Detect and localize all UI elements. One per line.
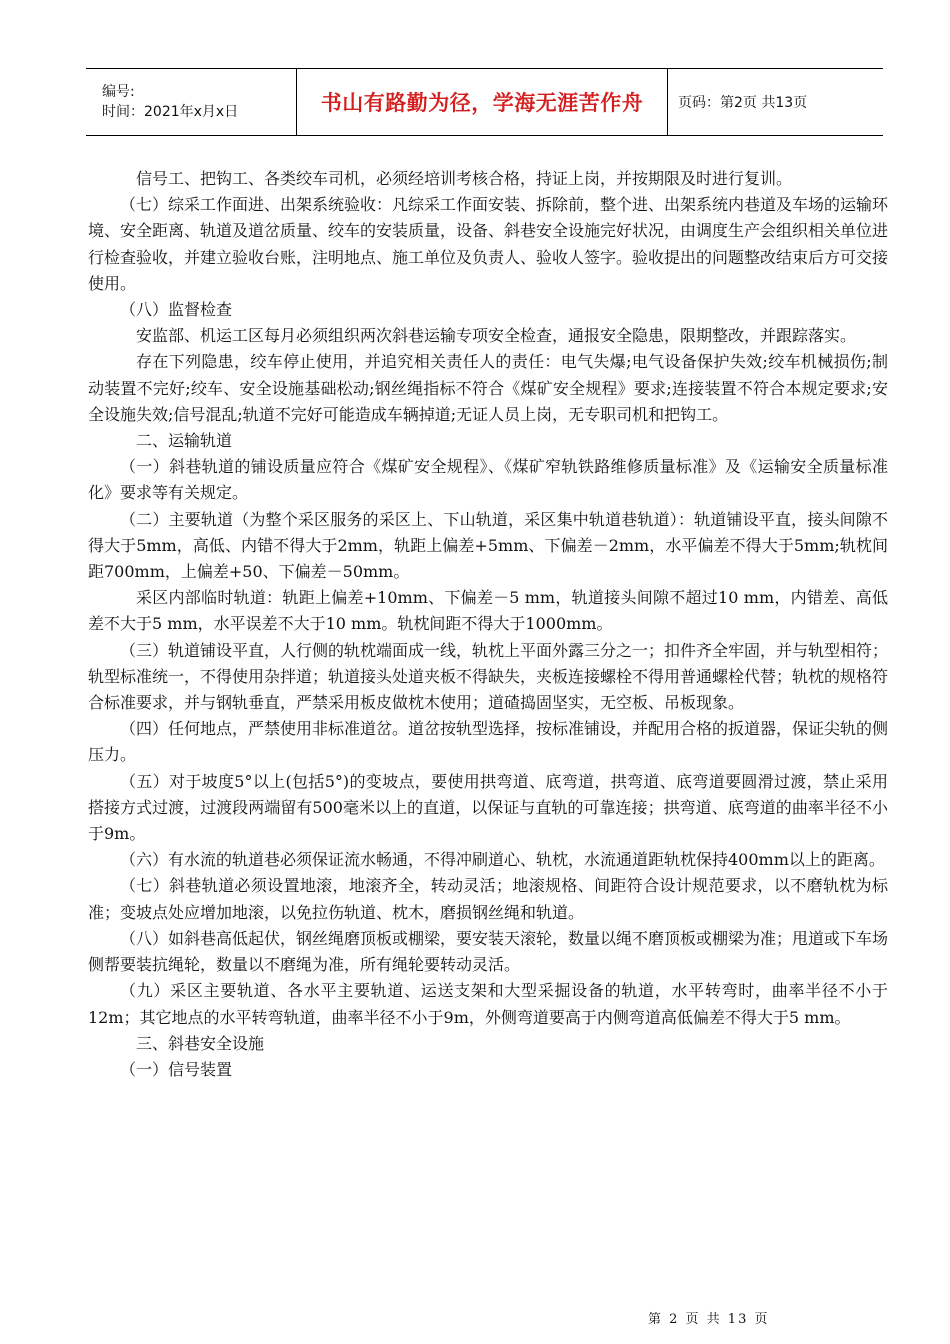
paragraph: 安监部、机运工区每月必须组织两次斜巷运输专项安全检查，通报安全隐患，限期整改，并跟踪落实。 [136, 326, 857, 346]
section-heading: 二、运输轨道 [136, 431, 233, 451]
paragraph: 信号工、把钩工、各类绞车司机，必须经培训考核合格，持证上岗，并按期限及时进行复训。 [136, 169, 793, 188]
number-label: 编号: [102, 84, 135, 100]
page-footer: 第 2 页 共 13 页 [648, 1312, 770, 1327]
paragraph: （九）采区主要轨道、各水平主要轨道、运送支架和大型采掘设备的轨道，水平转弯时，曲率半径不小于12m；其它地点的水平转弯轨道，曲率半径不小于9m，外侧弯道要高于内侧弯道高低偏差不得大于5 mm。 [88, 981, 888, 1027]
paragraph: （八）如斜巷高低起伏，钢丝绳磨顶板或棚梁，要安装天滚轮，数量以绳不磨顶板或棚梁为准；甩道或下车场侧帮要装抗绳轮，数量以不磨绳为准，所有绳轮要转动灵活。 [88, 928, 889, 975]
paragraph: （三）轨道铺设平直，人行侧的轨枕端面成一线，轨枕上平面外露三分之一；扣件齐全牢固，并与轨型相符；轨型标准统一，不得使用杂拌道；轨道接头处道夹板不得缺失，夹板连接螺栓不得用普通螺栓代替；轨枕的规格符合标准要求，并与钢轨垂直，严禁采用板皮做枕木使用；道碴捣固坚实，无空板、吊板现象。 [88, 640, 889, 713]
section-heading: （八）监督检查 [120, 300, 233, 320]
header-meta [86, 69, 296, 135]
header-page-cell [668, 69, 883, 135]
paragraph: （四）任何地点，严禁使用非标准道岔。道岔按轨型选择，按标准铺设，并配用合格的扳道器，保证尖轨的侧压力。 [88, 719, 889, 765]
paragraph: 采区内部临时轨道：轨距上偏差+10mm、下偏差－5 mm，轨道接头间隙不超过10 mm，内错差、高低差不大于5 mm，水平误差不大于10 mm。轨枕间距不得大于1000mm。 [88, 588, 888, 634]
page-label: 页码：第2页 共13页 [678, 95, 808, 111]
document-body [88, 166, 888, 1083]
paragraph: 存在下列隐患，绞车停止使用，并追究相关责任人的责任：电气失爆;电气设备保护失效;绞车机械损伤;制动装置不完好;绞车、安全设施基础松动;钢丝绳指标不符合《煤矿安全规程》要求;连接装置不符合本规定要求;安全设施失效;信号混乱;轨道不完好可能造成车辆掉道;无证人员上岗，无专职司机和把钩工。 [88, 352, 888, 424]
section-heading: （一）信号装置 [120, 1059, 233, 1079]
paragraph: （七）综采工作面进、出架系统验收：凡综采工作面安装、拆除前，整个进、出架系统内巷道及车场的运输环境、安全距离、轨道及道岔质量、绞车的安装质量，设备、斜巷安全设施完好状况，由调度生产会组织相关单位进行检查验收，并建立验收台账，注明地点、施工单位及负责人、验收人签字。验收提出的问题整改结束后方可交接使用。 [88, 195, 889, 293]
time-label: 时间：2021年x月x日 [102, 104, 239, 120]
header-motto-cell [296, 69, 668, 135]
paragraph: （六）有水流的轨道巷必须保证流水畅通，不得冲刷道心、轨枕，水流通道距轨枕保持400mm以上的距离。 [120, 850, 885, 870]
paragraph: （二）主要轨道（为整个采区服务的采区上、下山轨道，采区集中轨道巷轨道）：轨道铺设平直，接头间隙不得大于5mm，高低、内错不得大于2mm，轨距上偏差+5mm、下偏差－2mm，水平偏差不得大于5mm;轨枕间距700mm，上偏差+50、下偏差－50mm。 [88, 509, 888, 582]
paragraph: （一）斜巷轨道的铺设质量应符合《煤矿安全规程》、《煤矿窄轨铁路维修质量标准》及《运输安全质量标准化》要求等有关规定。 [88, 457, 888, 503]
motto: 书山有路勤为径，学海无涯苦作舟 [320, 91, 644, 115]
section-heading: 三、斜巷安全设施 [136, 1033, 265, 1053]
paragraph: （五）对于坡度5°以上(包括5°)的变坡点，要使用拱弯道、底弯道，拱弯道、底弯道要圆滑过渡，禁止采用搭接方式过渡，过渡段两端留有500毫米以上的直道，以保证与直轨的可靠连接；拱弯道、底弯道的曲率半径不小于9m。 [88, 771, 888, 844]
header-table [86, 68, 883, 136]
paragraph: （七）斜巷轨道必须设置地滚，地滚齐全，转动灵活；地滚规格、间距符合设计规范要求，以不磨轨枕为标准；变坡点处应增加地滚，以免拉伤轨道、枕木，磨损钢丝绳和轨道。 [88, 876, 888, 922]
